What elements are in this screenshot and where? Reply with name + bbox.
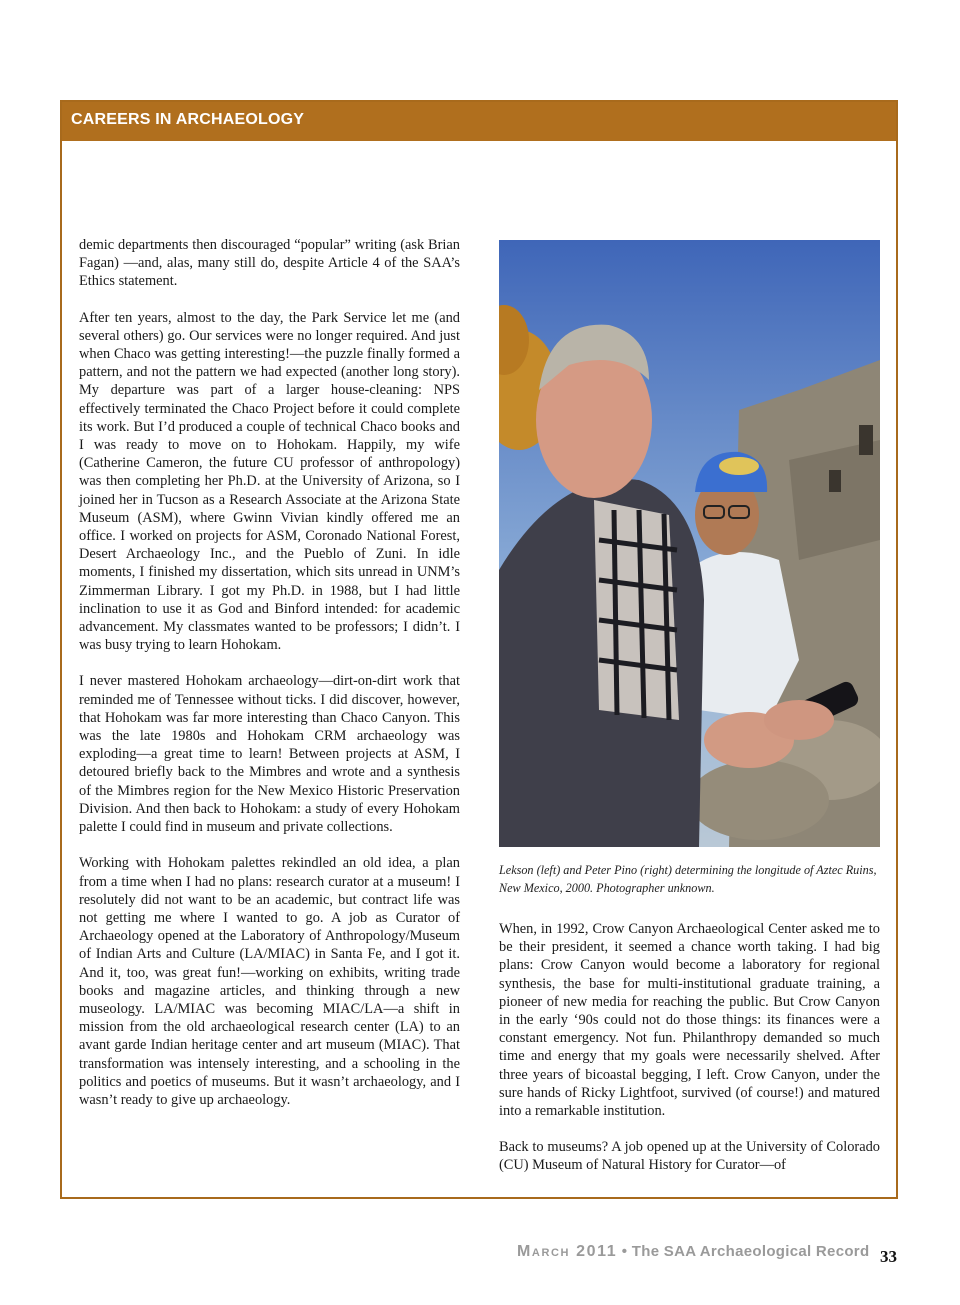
- paragraph: Back to museums? A job opened up at the University of Colorado (CU) Museum of Natural History for Curator—of: [499, 1139, 880, 1174]
- right-text-column: [499, 920, 880, 1193]
- paragraph: After ten years, almost to the day, the Park Service let me (and several others) go. Our services were no longer required. And just when Chaco was getting interesting!—the puzzle finally formed a pattern, and not the pattern we had expected (another long story). My departure was part of a larger house-cleaning: NPS effectively terminated the Chaco Project before it could complete its work. But I’d produced a couple of technical Chaco books and I was ready to move on to Hohokam. Happily, my wife (Catherine Cameron, the future CU professor of anthropology) was then completing her Ph.D. at the University of Arizona, so I joined her in Tucson as a Research Associate at the Arizona State Museum (ASM), where Gwinn Vivian kindly offered me an office. I worked on projects for ASM, Coronado National Forest, Desert Archaeology Inc., and the Pueblo of Zuni. In idle moments, I finished my dissertation, which sits unread in UNM’s Zimmerman Library. I got my Ph.D. in 1988, but I had little inclination to use it as God and Binford intended: for academic advancement. My classmates wanted to be professors; I didn’t. I was busy trying to learn Hohokam.: [79, 309, 460, 654]
- footer-publication: The SAA Archaeological Record: [631, 1243, 870, 1260]
- paragraph: When, in 1992, Crow Canyon Archaeological Center asked me to be their president, it seemed a chance worth taking. I had big plans: Crow Canyon would become a laboratory for regional synthesis, the base for multi-institutional graduate training, a pioneer of new media for reaching the public. But Crow Canyon in the early ‘90s could not do those things: its finances were a constant emergency. Not fun. Philanthropy demanded so much time and energy that my goals were necessarily shelved. After three years of bicoastal begging, I left. Crow Canyon, under the sure hands of Ricky Lightfoot, survived (of course!) and matured into a remarkable institution.: [499, 921, 880, 1120]
- footer-issue-date: March 2011: [517, 1243, 618, 1260]
- photo-caption: Lekson (left) and Peter Pino (right) determining the longitude of Aztec Ruins, New Mexico, 2000. Photographer unknown.: [499, 863, 877, 895]
- section-header-title: CAREERS IN ARCHAEOLOGY: [71, 111, 305, 128]
- paragraph: I never mastered Hohokam archaeology—dirt-on-dirt work that reminded me of Tennessee without ticks. I did discover, however, that Hohokam was far more interesting than Chaco Canyon. This was the late 1980s and Hohokam CRM archaeology was exploding—a great time to learn! Between projects at ASM, I detoured briefly back to the Mimbres and wrote and a synthesis of the Mimbres region for the New Mexico Historic Preservation Division. And then back to Hohokam: a study of every Hohokam palette I could find in museum and private collections.: [79, 673, 460, 836]
- page-number: 33: [880, 1247, 897, 1266]
- photo-lekson-and-pino: [499, 240, 880, 847]
- page-footer: [517, 1243, 869, 1261]
- footer-bullet: •: [621, 1243, 628, 1260]
- paragraph: demic departments then discouraged “popular” writing (ask Brian Fagan) —and, alas, many still do, despite Article 4 of the SAA’s Ethics statement.: [79, 237, 460, 290]
- paragraph: Working with Hohokam palettes rekindled an old idea, a plan from a time when I had no plans: research curator at a museum! I resolutely did not want to be an academic, but contract life was not getting me where I wanted to go. A job as Curator of Archaeology opened at the Laboratory of Anthropology/Museum of Indian Arts and Culture (LA/MIAC) in Santa Fe, and I got it. And it, too, was great fun!—working on exhibits, writing trade books and magazine articles, and thinking through a new museology. LA/MIAC was becoming MIAC/LA—a shift in mission from the old archaeological research center (LA) to an avant garde Indian heritage center and art museum (MIAC). That transformation was intensely interesting, and a schooling in the politics and poetics of museums. But it wasn’t archaeology, and I wasn’t ready to give up archaeology.: [79, 855, 460, 1108]
- section-header-bar: [62, 102, 896, 141]
- photo-illustration: [499, 240, 880, 847]
- left-text-column: [79, 236, 460, 1127]
